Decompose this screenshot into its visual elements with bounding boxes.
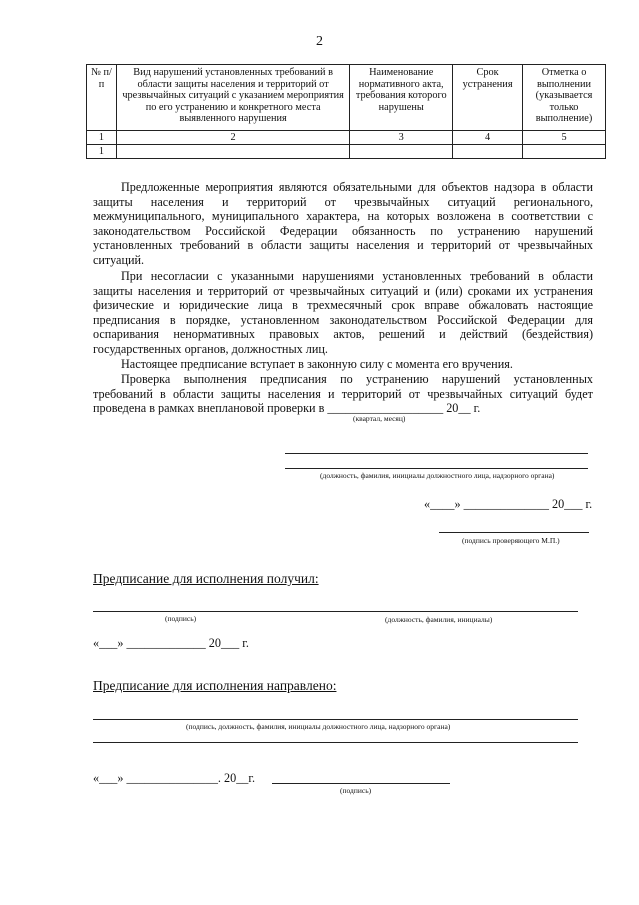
- inspector-position-line: [285, 453, 588, 454]
- sent-second-line: [93, 742, 578, 743]
- header-regulation: Наименование нормативного акта, требования которого нарушены: [350, 65, 453, 131]
- paragraph-inspection: [93, 372, 593, 416]
- received-signature-hint: (подпись): [165, 614, 197, 623]
- violations-table: [86, 64, 606, 159]
- inspection-text: Проверка выполнения предписания по устранению нарушений установленных требований в области защиты населения и территорий от чрезвычайных ситуаций будет проведена в рамках внеплановой проверки в: [93, 372, 593, 416]
- column-number: 4: [453, 131, 523, 145]
- column-number-row: [87, 131, 606, 145]
- header-number: № п/п: [87, 65, 117, 131]
- received-date: «___» _____________ 20___ г.: [93, 636, 249, 650]
- paragraph-appeal: При несогласии с указанными нарушениями установленных требований в области защиты населения и территорий от чрезвычайных ситуаций и (или) сроками их устранения физические и юридические лица в трехмесячный срок вправе обжаловать настоящие предписания в порядке, установленном законодательством Российской Федерации для оспаривания ненормативных правовых актов, решений и действий (бездействия) государственных органов, должностных лиц.: [93, 269, 593, 356]
- column-number: 5: [523, 131, 606, 145]
- inspector-name-line: [285, 468, 588, 469]
- header-completion-mark: Отметка о выполнении (указывается только выполнение): [523, 65, 606, 131]
- sent-hint: (подпись, должность, фамилия, инициалы должностного лица, надзорного органа): [186, 722, 451, 731]
- table-cell: [350, 145, 453, 159]
- received-title: Предписание для исполнения получил:: [93, 571, 319, 586]
- table-cell: [116, 145, 349, 159]
- quarter-month-hint: (квартал, месяц): [353, 414, 406, 423]
- column-number: 2: [116, 131, 349, 145]
- received-position-hint: (должность, фамилия, инициалы): [385, 615, 493, 624]
- header-violation-type: Вид нарушений установленных требований в области защиты населения и территорий от чрезвычайных ситуаций с указанием мероприятия по его устранению и конкретного места выявленного нарушения: [116, 65, 349, 131]
- inspector-date: «____» ______________ 20___ г.: [424, 497, 593, 511]
- inspector-signature-line: [439, 532, 589, 533]
- received-signature-line: [93, 611, 578, 612]
- sent-signature-hint: (подпись): [340, 786, 372, 795]
- sent-signature-line-short: [272, 783, 450, 784]
- table-row: [87, 145, 606, 159]
- column-number: 3: [350, 131, 453, 145]
- inspection-period-blank: ___________________: [327, 401, 444, 416]
- table-cell: 1: [87, 145, 117, 159]
- inspection-year: 20__ г.: [446, 401, 481, 416]
- inspector-signature-hint: (подпись проверяющего М.П.): [462, 536, 560, 545]
- paragraph-effective: Настоящее предписание вступает в законную силу с момента его вручения.: [121, 357, 513, 371]
- sent-date: «___» _______________. 20__г.: [93, 771, 256, 785]
- table-header-row: [87, 65, 606, 131]
- sent-title: Предписание для исполнения направлено:: [93, 678, 337, 693]
- paragraph-obligations: Предложенные мероприятия являются обязательными для объектов надзора в области защиты населения и территорий от чрезвычайных ситуаций регионального, межмуниципального, муниципального характера, на которых возложена в соответствии с законодательством Российской Федерации обязанность по устранению нарушений установленных требований в области защиты населения и территорий от чрезвычайных ситуаций.: [93, 180, 593, 267]
- table-cell: [523, 145, 606, 159]
- inspector-position-hint: (должность, фамилия, инициалы должностного лица, надзорного органа): [320, 471, 555, 480]
- header-deadline: Срок устранения: [453, 65, 523, 131]
- table-cell: [453, 145, 523, 159]
- page-number: 2: [316, 34, 323, 49]
- sent-signature-line: [93, 719, 578, 720]
- column-number: 1: [87, 131, 117, 145]
